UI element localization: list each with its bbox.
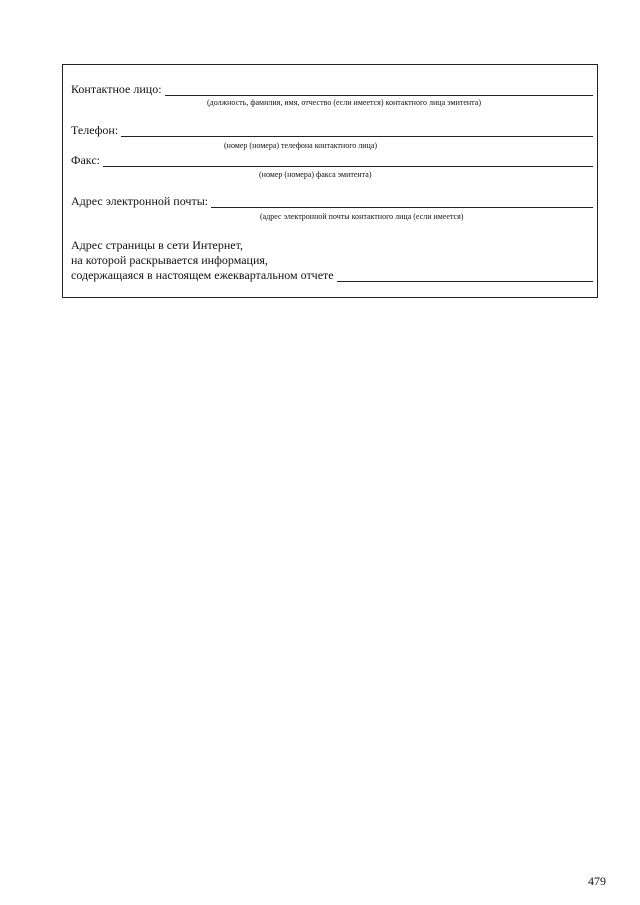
email-hint: (адрес электронной почты контактного лица (если имеется) — [260, 212, 464, 221]
phone-line — [121, 125, 593, 137]
fax-label: Факс: — [71, 153, 100, 167]
email-line — [211, 196, 593, 208]
email-label: Адрес электронной почты: — [71, 194, 209, 208]
contact-person-row — [71, 83, 593, 96]
fax-hint: (номер (номера) факса эмитента) — [259, 170, 372, 179]
fax-row — [71, 154, 593, 167]
fax-line — [103, 155, 593, 167]
contact-person-label: Контактное лицо: — [71, 82, 162, 96]
page-number: 479 — [588, 874, 606, 888]
contact-person-line — [165, 84, 593, 96]
website-label-line-1: Адрес страницы в сети Интернет, — [71, 238, 243, 252]
website-row — [71, 269, 593, 282]
website-label-line-3: содержащаяся в настоящем ежеквартальном отчете — [71, 268, 334, 282]
contact-info-form — [62, 64, 598, 298]
website-line — [337, 270, 593, 282]
contact-person-hint: (должность, фамилия, имя, отчество (если имеется) контактного лица эмитента) — [207, 98, 481, 107]
phone-label: Телефон: — [71, 123, 119, 137]
email-row — [71, 195, 593, 208]
phone-row — [71, 124, 593, 137]
phone-hint: (номер (номера) телефона контактного лица) — [224, 141, 378, 150]
website-label-line-2: на которой раскрывается информация, — [71, 253, 268, 267]
